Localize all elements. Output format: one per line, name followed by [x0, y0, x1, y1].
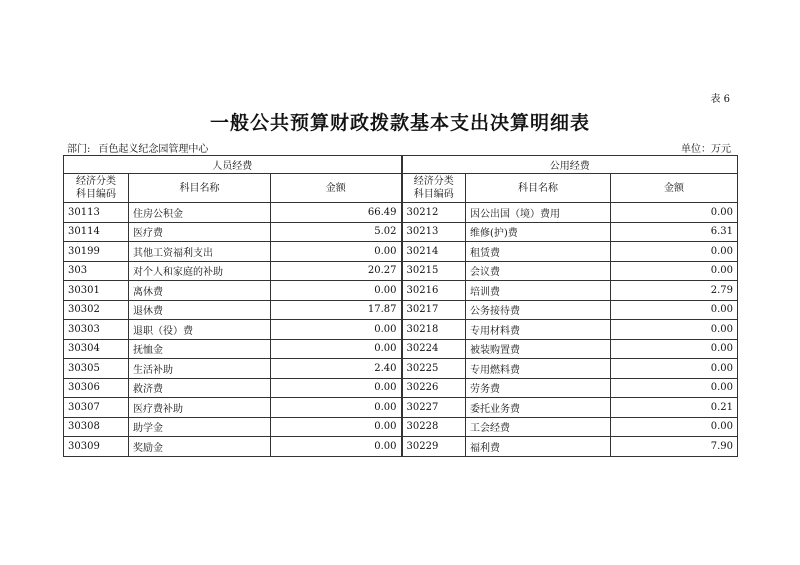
right-amount-cell: 6.31 [611, 222, 738, 242]
right-amount-cell: 0.00 [611, 261, 738, 281]
left-amount-cell: 5.02 [271, 222, 402, 242]
left-amount-cell: 0.00 [271, 242, 402, 262]
right-code-cell: 30228 [402, 417, 466, 437]
left-code-cell: 30307 [64, 398, 129, 418]
right-code-cell: 30218 [402, 320, 466, 340]
table-row [64, 320, 738, 340]
right-amount-cell: 0.00 [611, 339, 738, 359]
left-code-cell: 30113 [64, 203, 129, 223]
right-amount-cell: 0.00 [611, 203, 738, 223]
left-amount-cell: 0.00 [271, 281, 402, 301]
table-row [64, 222, 738, 242]
left-code-cell: 30114 [64, 222, 129, 242]
left-amount-cell: 0.00 [271, 398, 402, 418]
right-amount-cell: 0.00 [611, 359, 738, 379]
right-code-cell: 30229 [402, 437, 466, 457]
left-name-cell: 退休费 [129, 300, 271, 320]
left-amount-cell: 0.00 [271, 417, 402, 437]
left-code-cell: 30304 [64, 339, 129, 359]
right-amount-cell: 0.00 [611, 378, 738, 398]
left-amount-cell: 0.00 [271, 320, 402, 340]
department-name: 百色起义纪念园管理中心 [98, 144, 209, 155]
right-amount-cell: 2.79 [611, 281, 738, 301]
public-header: 公用经费 [402, 156, 738, 174]
right-name-cell: 培训费 [466, 281, 611, 301]
right-code-cell: 30225 [402, 359, 466, 379]
table-number: 表 6 [710, 94, 730, 105]
right-code-cell: 30217 [402, 300, 466, 320]
table-row [64, 242, 738, 262]
left-code-cell: 30306 [64, 378, 129, 398]
left-name-cell: 奖励金 [129, 437, 271, 457]
left-amount-cell: 0.00 [271, 437, 402, 457]
right-name-cell: 公务接待费 [466, 300, 611, 320]
right-amount-header: 金额 [611, 174, 738, 203]
right-code-cell: 30213 [402, 222, 466, 242]
personnel-header: 人员经费 [64, 156, 402, 174]
right-name-cell: 福利费 [466, 437, 611, 457]
left-amount-cell: 0.00 [271, 378, 402, 398]
column-header-row [64, 174, 738, 203]
table-row [64, 359, 738, 379]
department-label: 部门: [67, 144, 91, 155]
right-amount-cell: 0.00 [611, 320, 738, 340]
left-name-cell: 医疗费补助 [129, 398, 271, 418]
table-row [64, 437, 738, 457]
right-name-cell: 会议费 [466, 261, 611, 281]
left-code-cell: 30308 [64, 417, 129, 437]
left-name-cell: 救济费 [129, 378, 271, 398]
expenditure-detail-table [63, 155, 738, 457]
group-header-row [64, 156, 738, 174]
left-amount-cell: 20.27 [271, 261, 402, 281]
left-code-cell: 30199 [64, 242, 129, 262]
right-amount-cell: 7.90 [611, 437, 738, 457]
right-code-cell: 30214 [402, 242, 466, 262]
table-row [64, 417, 738, 437]
unit-label: 单位：万元 [681, 144, 731, 155]
left-name-cell: 对个人和家庭的补助 [129, 261, 271, 281]
left-name-cell: 其他工资福利支出 [129, 242, 271, 262]
left-amount-cell: 17.87 [271, 300, 402, 320]
left-name-cell: 抚恤金 [129, 339, 271, 359]
right-amount-cell: 0.00 [611, 417, 738, 437]
left-amount-cell: 66.49 [271, 203, 402, 223]
right-name-cell: 因公出国（境）费用 [466, 203, 611, 223]
left-code-cell: 30309 [64, 437, 129, 457]
table-row [64, 339, 738, 359]
left-name-cell: 退职（役）费 [129, 320, 271, 340]
right-name-cell: 工会经费 [466, 417, 611, 437]
right-code-cell: 30212 [402, 203, 466, 223]
right-name-cell: 劳务费 [466, 378, 611, 398]
left-name-cell: 离休费 [129, 281, 271, 301]
left-name-header: 科目名称 [129, 174, 271, 203]
department-info [67, 140, 216, 155]
right-name-cell: 委托业务费 [466, 398, 611, 418]
table-row [64, 261, 738, 281]
left-code-header: 经济分类 科目编码 [64, 174, 129, 203]
right-name-cell: 租赁费 [466, 242, 611, 262]
left-code-cell: 30305 [64, 359, 129, 379]
right-code-cell: 30224 [402, 339, 466, 359]
left-name-cell: 生活补助 [129, 359, 271, 379]
table-row [64, 203, 738, 223]
left-name-cell: 住房公积金 [129, 203, 271, 223]
left-amount-cell: 2.40 [271, 359, 402, 379]
right-name-header: 科目名称 [466, 174, 611, 203]
left-name-cell: 医疗费 [129, 222, 271, 242]
left-code-cell: 30301 [64, 281, 129, 301]
right-name-cell: 维修(护)费 [466, 222, 611, 242]
table-row [64, 398, 738, 418]
left-amount-cell: 0.00 [271, 339, 402, 359]
page-title: 一般公共预算财政拨款基本支出决算明细表 [209, 112, 590, 134]
right-name-cell: 被装购置费 [466, 339, 611, 359]
table-row [64, 300, 738, 320]
table-row [64, 378, 738, 398]
right-code-cell: 30227 [402, 398, 466, 418]
right-name-cell: 专用材料费 [466, 320, 611, 340]
right-code-cell: 30226 [402, 378, 466, 398]
right-amount-cell: 0.00 [611, 300, 738, 320]
left-code-cell: 303 [64, 261, 129, 281]
right-amount-cell: 0.00 [611, 242, 738, 262]
left-amount-header: 金额 [271, 174, 402, 203]
left-code-cell: 30303 [64, 320, 129, 340]
left-name-cell: 助学金 [129, 417, 271, 437]
right-code-cell: 30215 [402, 261, 466, 281]
right-amount-cell: 0.21 [611, 398, 738, 418]
left-code-cell: 30302 [64, 300, 129, 320]
right-code-header: 经济分类 科目编码 [402, 174, 466, 203]
right-code-cell: 30216 [402, 281, 466, 301]
table-row [64, 281, 738, 301]
table-body [64, 203, 738, 457]
right-name-cell: 专用燃料费 [466, 359, 611, 379]
